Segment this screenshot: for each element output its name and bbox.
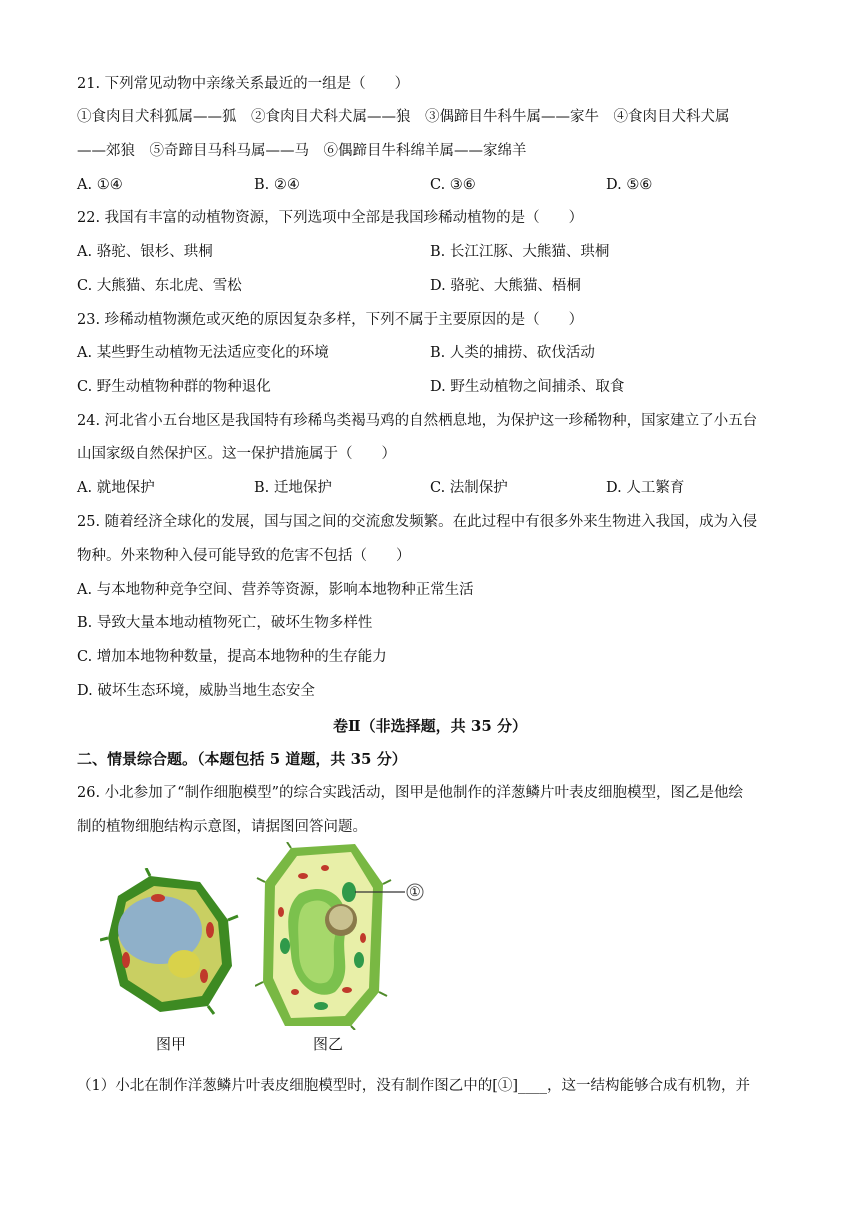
q23-option-d: D. 野生动植物之间捕杀、取食 — [430, 379, 625, 395]
q24-stem-line2: 山国家级自然保护区。这一保护措施属于（ ） — [77, 446, 396, 462]
q21-line2: ①食肉目犬科狐属——狐 ②食肉目犬科犬属——狼 ③偶蹄目牛科牛属——家牛 ④食肉目犬科犬属 — [77, 109, 730, 125]
q25-option-a: A. 与本地物种竞争空间、营养等资源，影响本地物种正常生活 — [77, 582, 474, 598]
q22-option-b: B. 长江江豚、大熊猫、珙桐 — [430, 244, 610, 260]
plant-cell-diagram-figure — [255, 842, 430, 1030]
figure-1-caption: 图甲 — [156, 1035, 187, 1053]
q22-option-a: A. 骆驼、银杉、珙桐 — [77, 244, 213, 260]
q25-option-b: B. 导致大量本地动植物死亡，破坏生物多样性 — [77, 615, 373, 631]
q21-option-d: D. ⑤⑥ — [606, 177, 653, 193]
q22-option-d: D. 骆驼、大熊猫、梧桐 — [430, 278, 581, 294]
q23-option-c: C. 野生动植物种群的物种退化 — [77, 379, 271, 395]
q26-stem-line2: 制的植物细胞结构示意图，请据图回答问题。 — [77, 819, 367, 835]
q24-option-c: C. 法制保护 — [430, 480, 508, 496]
q25-option-c: C. 增加本地物种数量，提高本地物种的生存能力 — [77, 649, 387, 665]
q23-option-a: A. 某些野生动植物无法适应变化的环境 — [77, 345, 329, 361]
q22-stem: 22. 我国有丰富的动植物资源，下列选项中全部是我国珍稀动植物的是（ ） — [77, 210, 584, 226]
q24-option-b: B. 迁地保护 — [254, 480, 332, 496]
q22-option-c: C. 大熊猫、东北虎、雪松 — [77, 278, 242, 294]
q21-option-c: C. ③⑥ — [430, 177, 476, 193]
part2-title: 卷Ⅱ（非选择题，共 35 分） — [333, 717, 527, 735]
q25-stem-line2: 物种。外来物种入侵可能导致的危害不包括（ ） — [77, 548, 411, 564]
q21-option-b: B. ②④ — [254, 177, 300, 193]
section2-title: 二、情景综合题。（本题包括 5 道题，共 35 分） — [77, 750, 407, 768]
q24-option-d: D. 人工繁育 — [606, 480, 685, 496]
q25-option-d: D. 破坏生态环境，威胁当地生态安全 — [77, 683, 315, 699]
chloroplast-marked — [342, 882, 356, 902]
marker-1-label: ① — [409, 885, 421, 900]
q23-stem: 23. 珍稀动植物濒危或灭绝的原因复杂多样，下列不属于主要原因的是（ ） — [77, 312, 584, 328]
q26-sub1: （1）小北在制作洋葱鳞片叶表皮细胞模型时，没有制作图乙中的[①]____，这一结构能够合成有机物，并 — [77, 1078, 751, 1094]
q23-option-b: B. 人类的捕捞、砍伐活动 — [430, 345, 595, 361]
onion-cell-model-figure — [100, 868, 240, 1018]
q21-option-a: A. ①④ — [77, 177, 123, 193]
q24-option-a: A. 就地保护 — [77, 480, 155, 496]
q24-stem-line1: 24. 河北省小五台地区是我国特有珍稀鸟类褐马鸡的自然栖息地，为保护这一珍稀物种，国家建立了小五台 — [77, 413, 758, 429]
q21-stem: 21. 下列常见动物中亲缘关系最近的一组是（ ） — [77, 76, 410, 92]
q26-stem-line1: 26. 小北参加了“制作细胞模型”的综合实践活动，图甲是他制作的洋葱鳞片叶表皮细胞模型，图乙是他绘 — [77, 785, 743, 801]
figure-2-caption: 图乙 — [313, 1035, 344, 1053]
q25-stem-line1: 25. 随着经济全球化的发展，国与国之间的交流愈发频繁。在此过程中有很多外来生物进入我国，成为入侵 — [77, 514, 758, 530]
q21-line3: ——郊狼 ⑤奇蹄目马科马属——马 ⑥偶蹄目牛科绵羊属——家绵羊 — [77, 143, 527, 159]
